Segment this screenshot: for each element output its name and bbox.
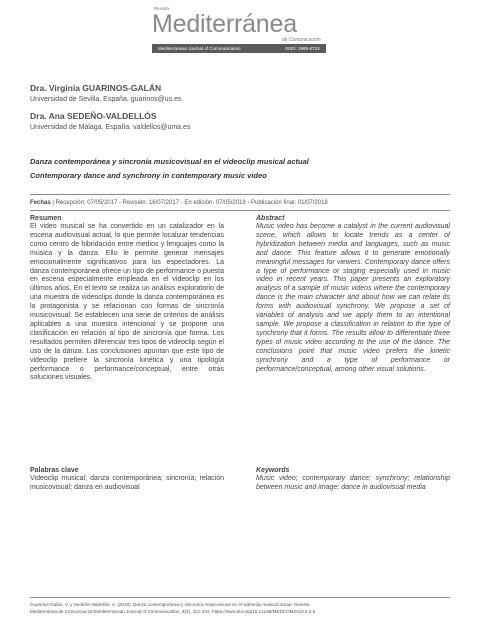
author-name-2: Dra. Ana SEDEÑO-VALDELLÓS bbox=[30, 111, 157, 121]
article-title-english: Contemporary dance and synchrony in contemporary music video bbox=[30, 171, 267, 180]
dates-label: Fechas bbox=[30, 200, 51, 206]
divider-top bbox=[30, 194, 450, 195]
article-dates bbox=[30, 200, 328, 206]
resumen-heading: Resumen bbox=[30, 215, 62, 222]
abstract-section bbox=[256, 214, 450, 374]
abstract-heading: Abstract bbox=[256, 215, 285, 222]
palabras-clave-text: Videoclip musical; danza contemporánea; sincronía; relación musicovisual; danza en audiovisual bbox=[30, 475, 224, 491]
keywords-heading: Keywords bbox=[256, 467, 290, 474]
author-name-1: Dra. Virginia GUARINOS-GALÁN bbox=[30, 83, 162, 93]
journal-issn: ISSN: 1989-872X bbox=[284, 46, 320, 51]
resumen-section bbox=[30, 214, 224, 383]
journal-revista-label: Revista bbox=[154, 6, 170, 11]
palabras-clave-section bbox=[30, 466, 224, 493]
journal-banner-name: Mediterranean Journal of Communication bbox=[158, 46, 241, 51]
keywords-text: Music video; contemporary dance; synchrony; relationship between music and image; dance in audiovisual media bbox=[256, 475, 450, 491]
article-title-spanish: Danza contemporánea y sincronía musicovisual en el videoclip musical actual bbox=[30, 157, 309, 166]
divider-footer bbox=[30, 597, 450, 598]
journal-banner bbox=[152, 44, 326, 53]
citation-line-2: Mediterránea de Comunicación/Mediterranean Journal of Communication, 9(2), 321-332. https://www.doi.org/10.14198/MEDCOM2018.9.2.5 bbox=[30, 609, 316, 614]
dates-text: | Recepción: 07/05/2017 - Revisión: 16/07/2017 - En edición: 07/05/2018 - Publicación final: 01/07/2018 bbox=[50, 200, 328, 206]
author-affiliation-1: Universidad de Sevilla. España. guarinos@us.es bbox=[30, 96, 182, 103]
citation-line-1: Guarinos-Galán, V. y Sedeño-Valdellós, A. (2018). Danza contemporánea y sincronía musicovisual en el videoclip musical actual. Revista bbox=[30, 602, 310, 607]
citation-footer bbox=[30, 601, 450, 615]
palabras-clave-heading: Palabras clave bbox=[30, 467, 79, 474]
journal-header bbox=[0, 0, 480, 56]
journal-logo-title: Mediterránea bbox=[152, 10, 297, 38]
journal-logo-subtitle: de Comunicación bbox=[282, 37, 321, 43]
abstract-text: Music video has become a catalyst in the current audiovisual scene, which allows to locate trends as a center of hybridization between media and languages, such as music and dance. This feature allows it to generate emotionally meaningful messages for viewers. Contemporary dance offers a type of performance or staging especially used in music video in recent years. This paper presents an exploratory analysis of a sample of music videos where the contemporary dance is the main character and about how we can relate its forms with audiovisual synchrony. We propose a set of variables of analysis and we apply them to an intentional sample. We propose a classification in relation to the type of synchrony that it forms. The results allow to differentiate three types of music video according to the use of the dance. The conclusions point that music video prefers the kinetic synchrony and a type of performance or performance/conceptual, among other visual solutions. bbox=[256, 223, 450, 373]
resumen-text: El video musical se ha convertido en un catalizador en la escena audiovisual actual, lo que permite localizar tendencias como centro de hibridación entre medios y lenguajes como la música y la danza. Ello le permite generar mensajes emocionalmente significativos para los espectadores. La danza contemporánea ofrece un tipo de performance o puesta en escena especialmente empleada en el videoclip en los últimos años. En el texto se realiza un análisis exploratorio de una muestra de videoclips donde la danza contemporánea es la protagonista y se relacionan con formas de sincronía musicovisual. Se establecen una serie de criterios de análisis aplicables a una muestra intencional y se propone una clasificación en relación al tipo de sincronía que forma. Los resultados permiten diferenciar tres tipos de videoclip según el uso de la danza. Las conclusiones apuntan que este tipo de videoclip prefiere la sincronía kinética y una tipología performance o performance/conceptual, entre otras soluciones visuales. bbox=[30, 223, 224, 382]
divider-dates bbox=[30, 210, 450, 211]
author-affiliation-2: Universidad de Málaga. España. valdellos@uma.es bbox=[30, 124, 191, 131]
keywords-section bbox=[256, 466, 450, 493]
